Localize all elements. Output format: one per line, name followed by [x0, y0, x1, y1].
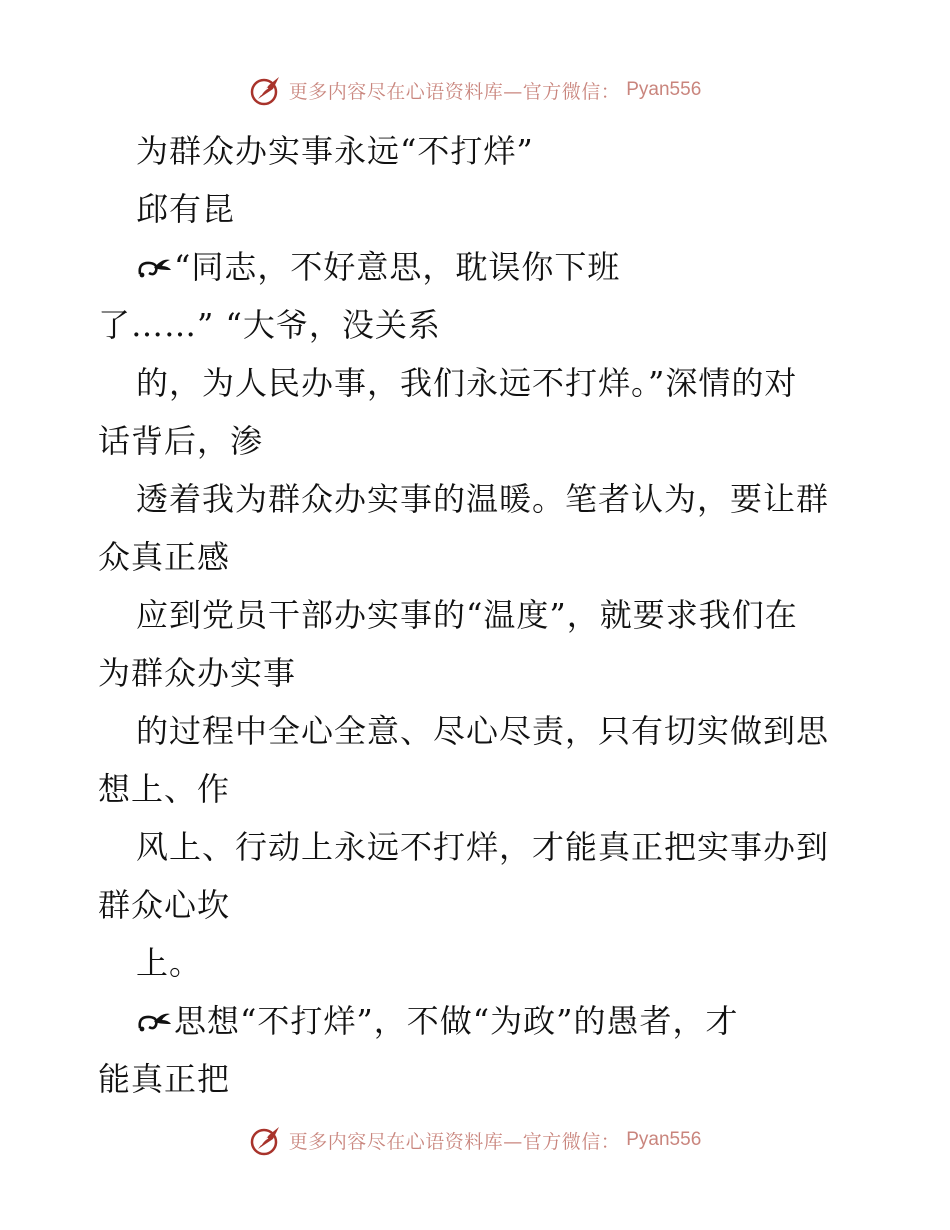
paragraph-text: 思想“不打烊”，不做“为政”的愚者，才: [174, 1002, 739, 1040]
paragraph-line: 众真正感: [98, 538, 231, 576]
paragraph-line: 的过程中全心全意、尽心尽责，只有切实做到思: [136, 712, 830, 750]
paragraph-line: [98, 992, 858, 1050]
banner-text: 更多内容尽在心语资料库—官方微信：: [288, 80, 621, 103]
paragraph-line: 透着我为群众办实事的温暖。笔者认为，要让群: [136, 480, 830, 518]
wechat-id: Pyan556: [626, 79, 702, 100]
header-banner: [0, 70, 950, 110]
fleuron-bullet-icon: [136, 1008, 174, 1034]
paragraph-line: 想上、作: [98, 770, 231, 808]
paragraph-line: 了……” “大爷，没关系: [98, 306, 441, 344]
footer-banner: [0, 1120, 950, 1160]
paragraph-line: 风上、行动上永远不打烊，才能真正把实事办到: [136, 828, 830, 866]
quill-pen-logo-icon: [249, 1123, 283, 1157]
fleuron-bullet-icon: [136, 254, 174, 280]
paragraph-line: [98, 238, 858, 296]
wechat-id: Pyan556: [626, 1129, 702, 1150]
paragraph-line: 能真正把: [98, 1060, 231, 1098]
document-body: [98, 122, 858, 1108]
document-title: 为群众办实事永远“不打烊”: [136, 132, 534, 170]
paragraph-line: 为群众办实事: [98, 654, 297, 692]
quill-pen-logo-icon: [249, 73, 283, 107]
paragraph-text: “同志，不好意思，耽误你下班: [174, 248, 621, 286]
paragraph-line: 话背后，渗: [98, 422, 264, 460]
author-name: 邱有昆: [136, 190, 236, 228]
paragraph-line: 群众心坎: [98, 886, 231, 924]
banner-text: 更多内容尽在心语资料库—官方微信：: [288, 1130, 621, 1153]
paragraph-line: 上。: [136, 944, 203, 982]
paragraph-line: 应到党员干部办实事的“温度”，就要求我们在: [136, 596, 798, 634]
paragraph-line: 的，为人民办事，我们永远不打烊。”深情的对: [136, 364, 798, 402]
